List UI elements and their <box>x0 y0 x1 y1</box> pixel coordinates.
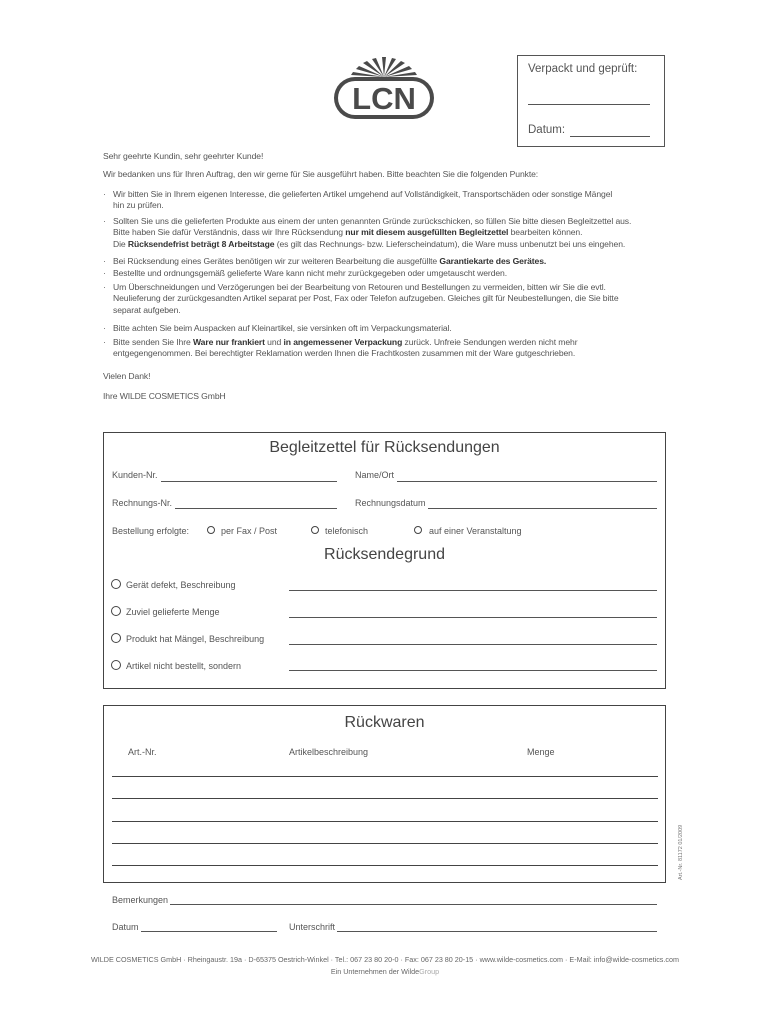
bullet-text: separat aufgeben. <box>113 304 181 315</box>
packed-date-line[interactable] <box>570 136 650 137</box>
bullet-text: entgegengenommen. Bei berechtigter Reklamation werden Ihnen die Frachtkosten zusammen mit der Ware gutgeschrieben. <box>113 348 576 359</box>
bullet-item <box>103 282 663 316</box>
bullet-text: zurück. Unfreie Sendungen werden nicht mehr <box>402 337 578 347</box>
bullet-text: und <box>264 337 284 347</box>
bullet-bold-text: Garantiekarte des Gerätes. <box>439 256 547 266</box>
thanks-text: Vielen Dank! <box>103 371 151 381</box>
table-row[interactable] <box>112 865 658 866</box>
signature-text: Ihre WILDE COSMETICS GmbH <box>103 391 226 401</box>
footer-group-line <box>60 967 710 976</box>
bullet-text: Bitte senden Sie Ihre <box>113 337 193 347</box>
return-slip-form <box>103 432 666 689</box>
table-row[interactable] <box>112 798 658 799</box>
bullet-text: Bitte achten Sie beim Auspacken auf Kleinartikel, sie versinken oft im Verpackungsmaterial. <box>113 323 452 333</box>
reason-not-ordered-field[interactable] <box>289 670 657 671</box>
invoice-date-field[interactable] <box>428 508 657 509</box>
lcn-logo <box>332 55 436 121</box>
footer <box>60 955 710 976</box>
bullet-bold-text: nur mit diesem ausgefüllten Begleitzettel <box>345 227 509 238</box>
reason-faulty-checkbox[interactable] <box>111 633 121 643</box>
bullet-item <box>103 268 663 279</box>
order-fax-label: per Fax / Post <box>221 526 278 536</box>
reason-defect-field[interactable] <box>289 590 657 591</box>
order-phone-radio[interactable] <box>311 526 319 534</box>
table-row[interactable] <box>112 776 658 777</box>
order-fax-radio[interactable] <box>207 526 215 534</box>
remarks-field[interactable] <box>170 904 657 905</box>
bullet-bold-text: Rücksendefrist beträgt 8 Arbeitstage <box>127 238 275 249</box>
col-header-quantity: Menge <box>527 747 555 757</box>
sunburst-icon <box>351 57 417 77</box>
signature-label: Unterschrift <box>289 922 336 932</box>
reason-defect-label: Gerät defekt, Beschreibung <box>126 580 236 590</box>
name-city-label: Name/Ort <box>355 470 395 480</box>
bullet-item <box>103 216 663 250</box>
bullet-item <box>103 256 663 267</box>
bullet-dot: · <box>103 189 106 199</box>
return-goods-title: Rückwaren <box>344 714 425 731</box>
bullet-bold-text: in angemessener Verpackung <box>283 337 403 347</box>
bullet-item <box>103 189 663 212</box>
packed-checked-box <box>517 55 665 147</box>
bullet-dot: · <box>103 268 106 278</box>
bullet-item <box>103 323 663 334</box>
packed-signature-line[interactable] <box>528 104 650 105</box>
footer-group-suffix: Group <box>419 967 440 976</box>
bullet-dot: · <box>103 323 106 333</box>
svg-text:LCN: LCN <box>352 81 416 116</box>
salutation: Sehr geehrte Kundin, sehr geehrter Kunde! <box>103 151 264 161</box>
table-row[interactable] <box>112 821 658 822</box>
reason-excess-field[interactable] <box>289 617 657 618</box>
col-header-art-no: Art.-Nr. <box>128 747 157 757</box>
remarks-label: Bemerkungen <box>112 895 169 905</box>
lcn-logo-graphic <box>332 55 436 121</box>
packed-date-label: Datum: <box>528 124 566 136</box>
bullet-dot: · <box>103 216 106 226</box>
bullet-text: Wir bitten Sie in Ihrem eigenen Interesse, die gelieferten Artikel umgehend auf Vollständigkeit, Transportschäden oder sonstige Mängel <box>113 189 613 199</box>
name-city-field[interactable] <box>397 481 657 482</box>
packed-checked-label: Verpackt und geprüft: <box>528 63 638 75</box>
order-phone-label: telefonisch <box>325 526 369 536</box>
order-event-radio[interactable] <box>414 526 422 534</box>
order-method-label: Bestellung erfolgte: <box>112 526 190 536</box>
date-field[interactable] <box>141 931 277 932</box>
bullet-text: Um Überschneidungen und Verzögerungen bei der Bearbeitung von Retouren und Bestellungen zu vermeiden, bitten wir Sie die evtl. <box>113 282 606 292</box>
reason-not-ordered-label: Artikel nicht bestellt, sondern <box>126 661 242 671</box>
date-label: Datum <box>112 922 139 932</box>
bullet-item <box>103 337 663 360</box>
invoice-no-label: Rechnungs-Nr. <box>112 498 173 508</box>
bullet-dot: · <box>103 337 106 347</box>
bullet-text: Bestellte und ordnungsgemäß gelieferte Ware kann nicht mehr zurückgegeben oder umgetauscht werden. <box>113 268 508 278</box>
reason-not-ordered-checkbox[interactable] <box>111 660 121 670</box>
order-event-label: auf einer Veranstaltung <box>429 526 522 536</box>
article-code: Art.-Nr. 81172 01/2009 <box>678 824 684 880</box>
customer-no-label: Kunden-Nr. <box>112 470 158 480</box>
signature-field[interactable] <box>337 931 657 932</box>
reason-excess-checkbox[interactable] <box>111 606 121 616</box>
customer-no-field[interactable] <box>161 481 337 482</box>
reason-faulty-field[interactable] <box>289 644 657 645</box>
bullet-text: Sollten Sie uns die gelieferten Produkte aus einem der unten genannten Gründe zurückschicken, so füllen Sie bitte diesen Begleitzettel aus. <box>113 216 632 226</box>
bullet-bold-text: Ware nur frankiert <box>192 337 265 347</box>
intro-text: Wir bedanken uns für Ihren Auftrag, den wir gerne für Sie ausgeführt haben. Bitte beachten Sie die folgenden Punkte: <box>103 169 539 179</box>
footer-group-text: Ein Unternehmen der Wilde <box>330 967 420 976</box>
return-reason-title: Rücksendegrund <box>324 546 445 563</box>
col-header-description: Artikelbeschreibung <box>289 747 369 757</box>
bullet-text: (es gilt das Rechnungs- bzw. Lieferscheindatum), die Ware muss unbenutzt bei uns eingehen. <box>274 238 626 249</box>
return-goods-table <box>103 705 666 883</box>
reason-defect-checkbox[interactable] <box>111 579 121 589</box>
bullet-text: Bitte haben Sie dafür Verständnis, dass wir Ihre Rücksendung <box>113 227 346 238</box>
invoice-date-label: Rechnungsdatum <box>355 498 426 508</box>
bullet-text: Bei Rücksendung eines Gerätes benötigen wir zur weiteren Bearbeitung die ausgefüllte <box>113 256 440 266</box>
footer-company-info: WILDE COSMETICS GmbH · Rheingaustr. 19a · D-65375 Oestrich-Winkel · Tel.: 067 23 80 20-0 · Fax: 067 23 80 20-15 · www.wilde-cosmetics.com · E-Mail: info@wilde-cosmetics.com <box>91 955 679 964</box>
return-slip-title: Begleitzettel für Rücksendungen <box>269 439 500 456</box>
bullet-text: hin zu prüfen. <box>113 200 164 211</box>
bullet-text: Die <box>113 238 128 249</box>
invoice-no-field[interactable] <box>175 508 337 509</box>
bullet-dot: · <box>103 256 106 266</box>
table-row[interactable] <box>112 843 658 844</box>
bullet-text: bearbeiten können. <box>508 227 583 238</box>
bullet-dot: · <box>103 282 106 292</box>
reason-faulty-label: Produkt hat Mängel, Beschreibung <box>126 634 265 644</box>
reason-excess-label: Zuviel gelieferte Menge <box>126 607 220 617</box>
bullet-text: Neulieferung der zurückgesandten Artikel separat per Post, Fax oder Telefon aufzugeben. Gleiches gilt für Neubestellungen, die Sie bitte <box>113 293 619 304</box>
